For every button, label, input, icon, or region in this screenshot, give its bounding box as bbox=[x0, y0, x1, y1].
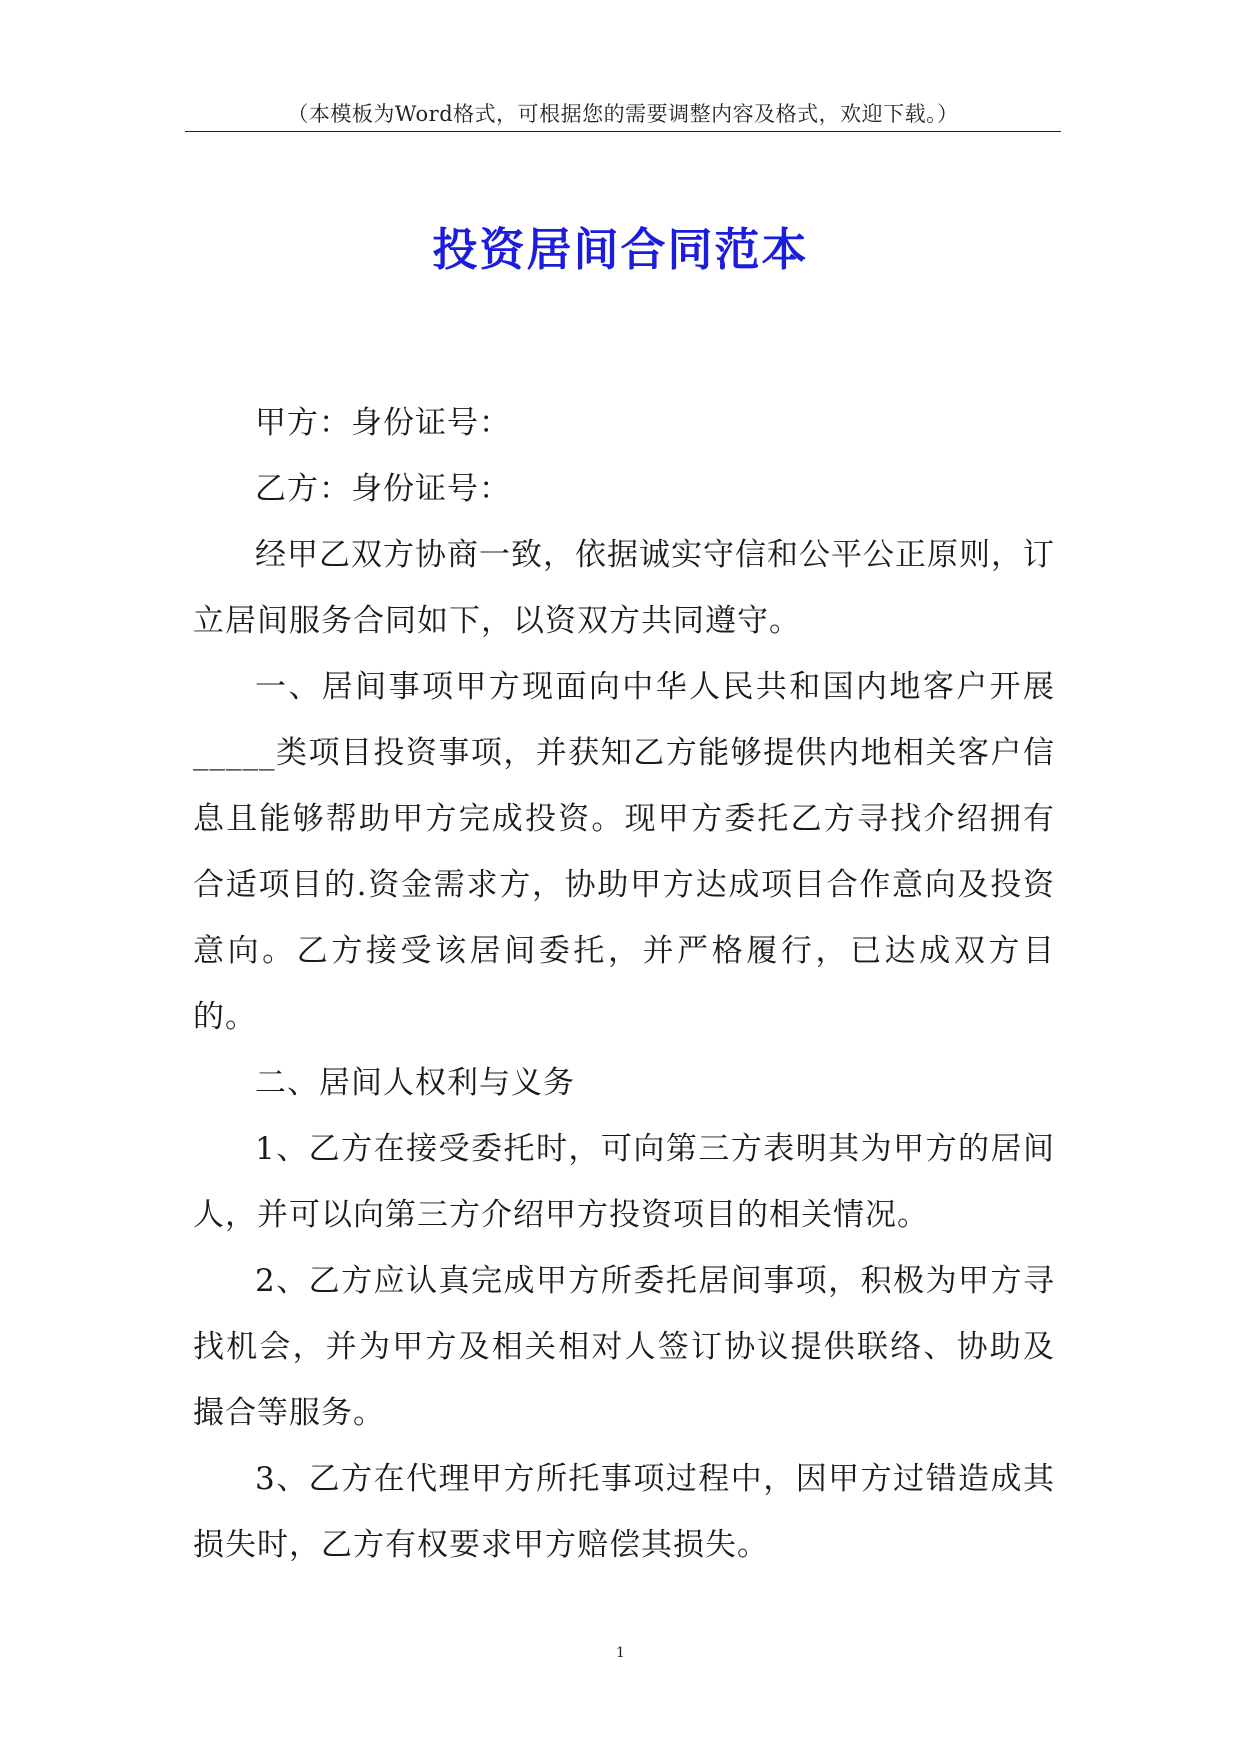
header-note: （本模板为Word格式，可根据您的需要调整内容及格式，欢迎下载。） bbox=[287, 102, 959, 126]
clause-2-heading: 二、居间人权利与义务 bbox=[255, 1065, 575, 1101]
preamble-paragraph: 经甲乙双方协商一致，依据诚实守信和公平公正原则，订立居间服务合同如下，以资双方共同遵守。 bbox=[193, 537, 1055, 639]
party-a-line: 甲方：身份证号： bbox=[255, 405, 511, 441]
clause-1-paragraph: 一、居间事项甲方现面向中华人民共和国内地客户开展_____类项目投资事项，并获知乙方能够提供内地相关客户信息且能够帮助甲方完成投资。现甲方委托乙方寻找介绍拥有合适项目的.资金需求方，协助甲方达成项目合作意向及投资意向。乙方接受该居间委托，并严格履行，已达成双方目的。 bbox=[193, 669, 1055, 1035]
document-body bbox=[193, 390, 1055, 1578]
page-number: 1 bbox=[616, 1645, 625, 1661]
clause-2-item-2: 2、乙方应认真完成甲方所委托居间事项，积极为甲方寻找机会，并为甲方及相关相对人签订协议提供联络、协助及撮合等服务。 bbox=[193, 1263, 1055, 1431]
header-divider bbox=[185, 131, 1061, 132]
party-b-line: 乙方：身份证号： bbox=[255, 471, 511, 507]
document-title: 投资居间合同范本 bbox=[432, 223, 809, 276]
clause-2-item-1: 1、乙方在接受委托时，可向第三方表明其为甲方的居间人，并可以向第三方介绍甲方投资项目的相关情况。 bbox=[193, 1131, 1055, 1233]
clause-2-item-3: 3、乙方在代理甲方所托事项过程中，因甲方过错造成其损失时，乙方有权要求甲方赔偿其损失。 bbox=[193, 1461, 1055, 1563]
